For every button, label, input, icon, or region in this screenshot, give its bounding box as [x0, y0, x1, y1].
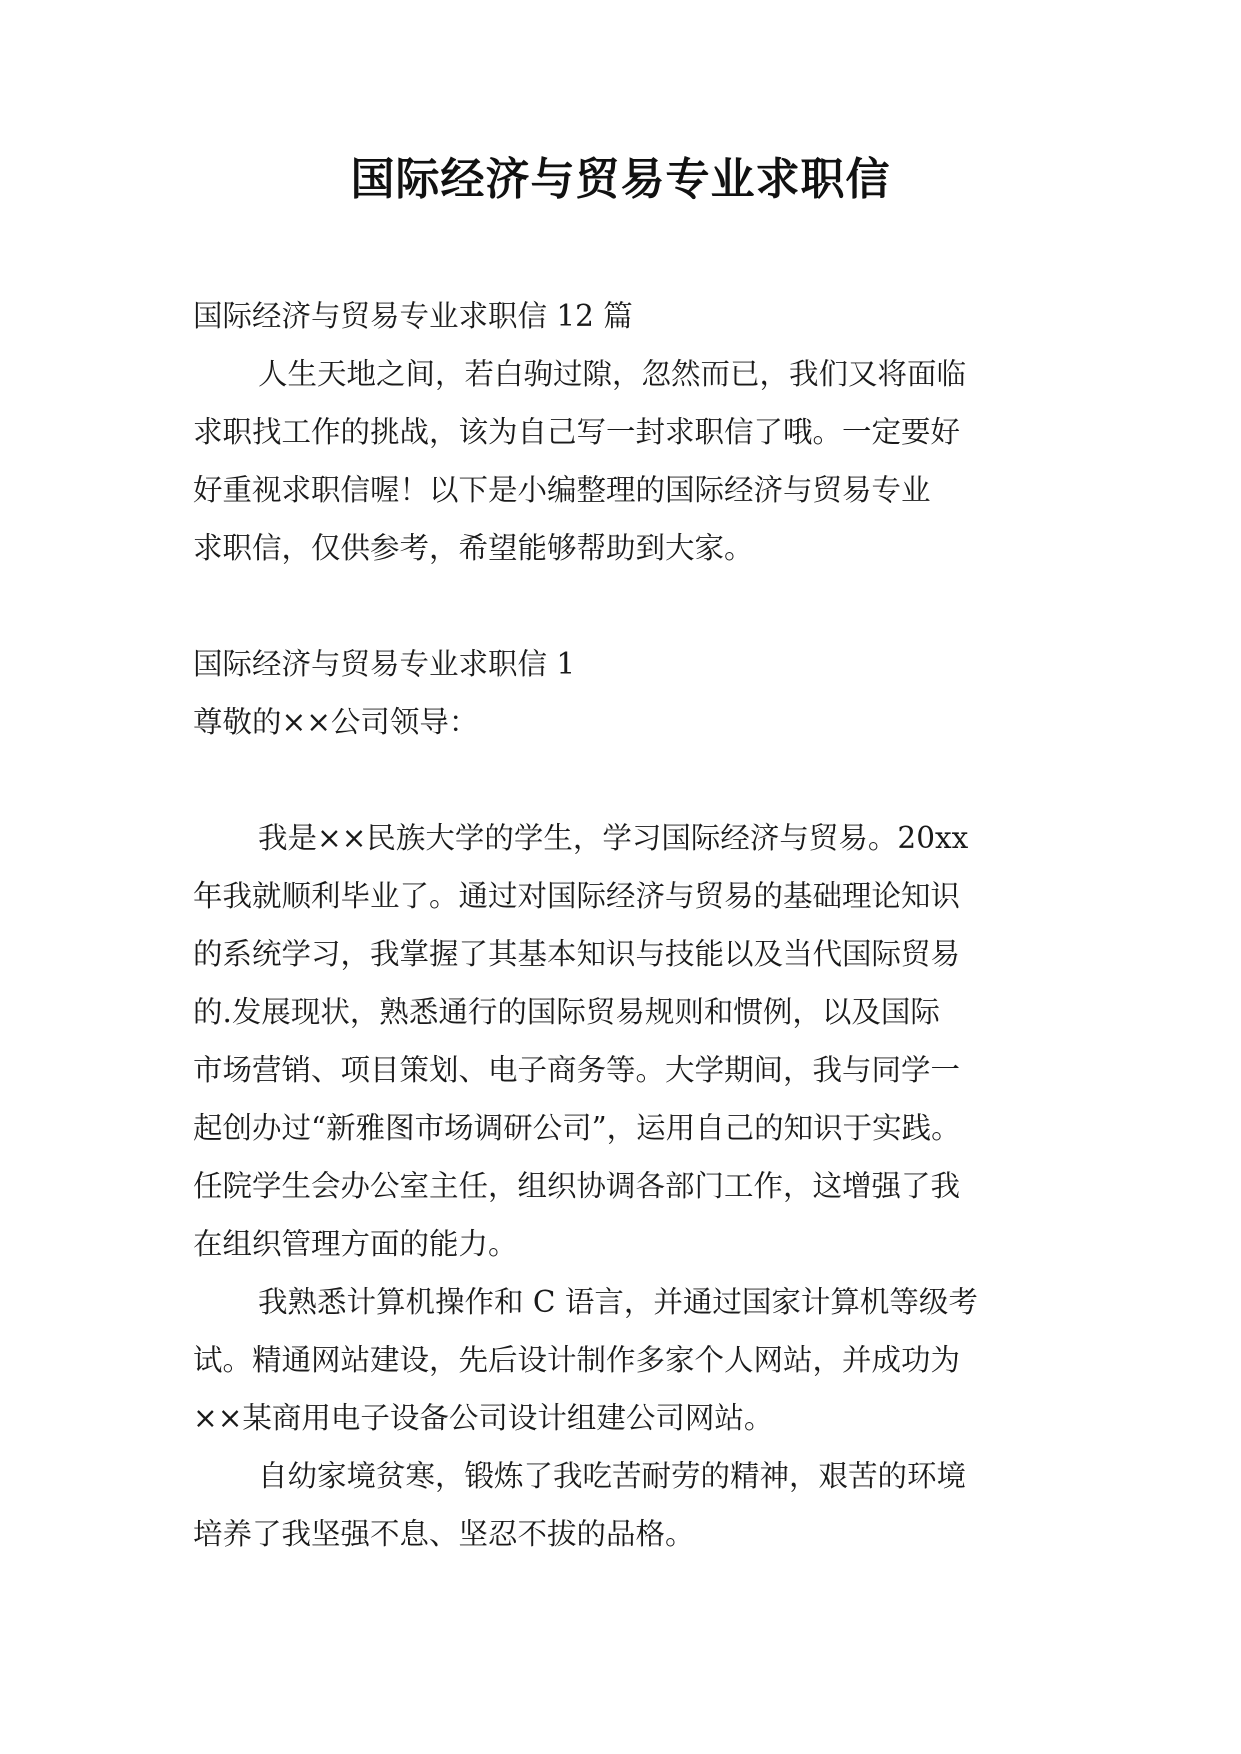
paragraph-line: 培养了我坚强不息、坚忍不拔的品格。: [193, 1517, 695, 1551]
paragraph-line: 市场营销、项目策划、电子商务等。大学期间，我与同学一: [193, 1053, 961, 1087]
letter-paragraph-3: [193, 1447, 1068, 1563]
letter-paragraph-2: [193, 1273, 1068, 1447]
paragraph-line: 我熟悉计算机操作和 C 语言，并通过国家计算机等级考: [258, 1285, 978, 1319]
paragraph-line: ××某商用电子设备公司设计组建公司网站。: [193, 1401, 774, 1435]
paragraph-line: 试。精通网站建设，先后设计制作多家个人网站，并成功为: [193, 1343, 961, 1377]
paragraph-line: 起创办过“新雅图市场调研公司”，运用自己的知识于实践。: [193, 1111, 961, 1145]
blank-line: [193, 751, 1068, 809]
intro-line: 人生天地之间，若白驹过隙，忽然而已，我们又将面临: [258, 357, 967, 391]
blank-line: [193, 577, 1068, 635]
paragraph-line: 自幼家境贫寒，锻炼了我吃苦耐劳的精神，艰苦的环境: [258, 1459, 967, 1493]
intro-line: 求职信，仅供参考，希望能够帮助到大家。: [193, 531, 754, 565]
intro-paragraph: [193, 345, 1068, 577]
intro-line: 好重视求职信喔！以下是小编整理的国际经济与贸易专业: [193, 473, 931, 507]
letter-paragraph-1: [193, 809, 1068, 1273]
letter-heading: 国际经济与贸易专业求职信 1: [193, 647, 576, 681]
document-subtitle: 国际经济与贸易专业求职信 12 篇: [193, 299, 633, 333]
paragraph-line: 我是××民族大学的学生，学习国际经济与贸易。20xx: [258, 821, 969, 855]
intro-line: 求职找工作的挑战，该为自己写一封求职信了哦。一定要好: [193, 415, 961, 449]
document-title: 国际经济与贸易专业求职信: [350, 154, 891, 205]
paragraph-line: 的.发展现状，熟悉通行的国际贸易规则和惯例，以及国际: [193, 995, 940, 1029]
paragraph-line: 的系统学习，我掌握了其基本知识与技能以及当代国际贸易: [193, 937, 961, 971]
paragraph-line: 任院学生会办公室主任，组织协调各部门工作，这增强了我: [193, 1169, 961, 1203]
paragraph-line: 年我就顺利毕业了。通过对国际经济与贸易的基础理论知识: [193, 879, 961, 913]
document-body: [193, 287, 1068, 1563]
paragraph-line: 在组织管理方面的能力。: [193, 1227, 518, 1261]
letter-salutation: 尊敬的××公司领导：: [193, 705, 479, 739]
